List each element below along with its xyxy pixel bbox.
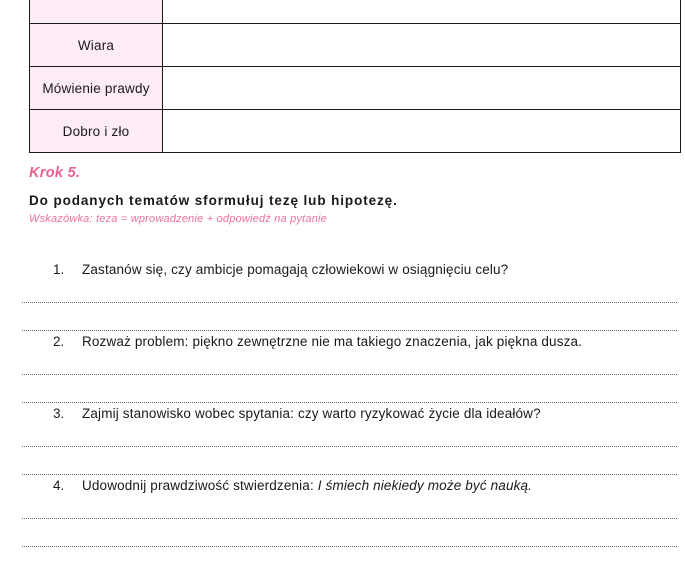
list-item-lead: Rozważ problem: piękno zewnętrzne nie ma takiego znaczenia, jak piękna dusza. (82, 334, 583, 349)
answer-line[interactable] (22, 402, 677, 403)
answer-line[interactable] (22, 518, 677, 519)
step-section (29, 165, 669, 225)
list-item-lead: Zajmij stanowisko wobec spytania: czy warto ryzykować życie dla ideałów? (82, 406, 541, 421)
table-row (30, 0, 681, 24)
list-item (0, 334, 685, 406)
values-table (29, 0, 681, 153)
list-item-text (82, 406, 541, 421)
list-item-number: 4. (53, 478, 65, 493)
list-item-text (82, 334, 582, 349)
answer-line[interactable] (22, 374, 677, 375)
answer-line[interactable] (22, 446, 677, 447)
step-instruction: Do podanych tematów sformułuj tezę lub hipotezę. (29, 193, 398, 208)
prompt-list (0, 262, 685, 550)
list-item-number: 3. (53, 406, 65, 421)
list-item (0, 406, 685, 478)
answer-line[interactable] (22, 546, 677, 547)
table-row-answer-field[interactable] (163, 24, 681, 67)
list-item-lead: Udowodnij prawdziwość stwierdzenia: (82, 478, 318, 493)
list-item-number: 1. (53, 262, 65, 277)
table-row-label: Dobro i zło (30, 110, 163, 153)
list-item (0, 478, 685, 550)
table-row-label: Mówienie prawdy (30, 67, 163, 110)
list-item-quote: I śmiech niekiedy może być nauką. (317, 478, 533, 493)
table-row-label: Wiara (30, 24, 163, 67)
table-row-label (30, 0, 163, 24)
step-hint: Wskazówka: teza = wprowadzenie + odpowiedź na pytanie (29, 213, 327, 225)
table-row (30, 24, 681, 67)
answer-line[interactable] (22, 330, 677, 331)
table-row-answer-field[interactable] (163, 0, 681, 24)
list-item-text (82, 478, 532, 493)
table-row (30, 110, 681, 153)
table-row-answer-field[interactable] (163, 67, 681, 110)
list-item-text (82, 262, 508, 277)
table-row (30, 67, 681, 110)
list-item-lead: Zastanów się, czy ambicje pomagają człowiekowi w osiągnięciu celu? (82, 262, 509, 277)
answer-line[interactable] (22, 474, 677, 475)
list-item (0, 262, 685, 334)
answer-line[interactable] (22, 302, 677, 303)
step-title: Krok 5. (29, 165, 81, 181)
list-item-number: 2. (53, 334, 65, 349)
table-row-answer-field[interactable] (163, 110, 681, 153)
